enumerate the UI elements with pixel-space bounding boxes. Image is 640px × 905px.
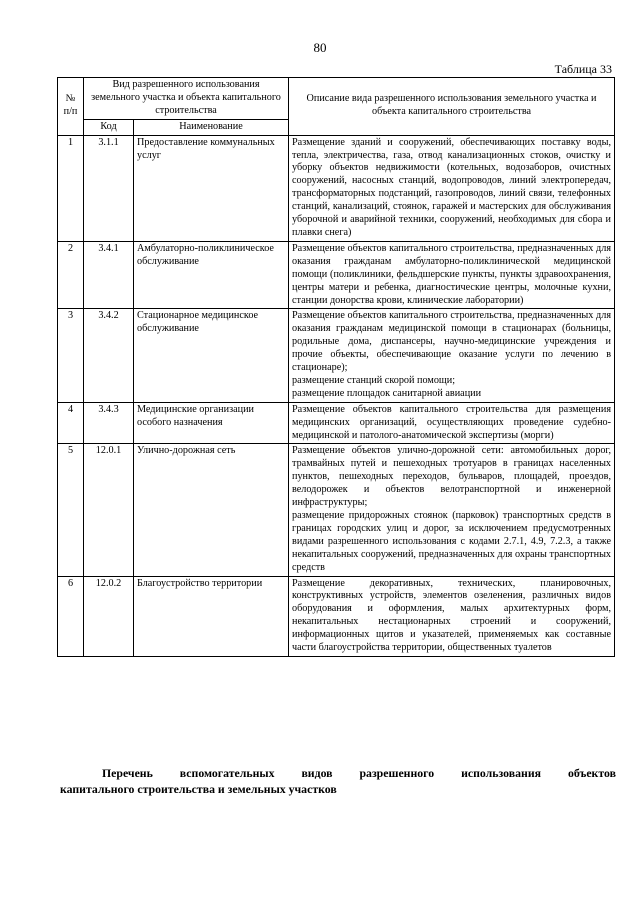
row-code: 3.4.2 bbox=[84, 309, 134, 402]
heading-word: объектов bbox=[567, 766, 616, 780]
description-paragraph: размещение площадок санитарной авиации bbox=[292, 387, 482, 399]
row-number: 3 bbox=[58, 309, 84, 402]
heading-word: Перечень bbox=[102, 766, 153, 780]
row-description bbox=[289, 309, 615, 402]
table-caption: Таблица 33 bbox=[554, 62, 612, 76]
row-number: 1 bbox=[58, 135, 84, 241]
row-name: Предоставление коммунальных услуг bbox=[134, 135, 289, 241]
description-paragraph: Размещение объектов капитального строительства для размещения медицинских организаций, осуществляющих проведение судебно-медицинской и патолого-анатомической экспертизы (морги) bbox=[292, 403, 612, 441]
row-name: Улично-дорожная сеть bbox=[134, 444, 289, 576]
description-paragraph: Размещение декоративных, технических, планировочных, конструктивных устройств, элементов озеленения, различных видов оборудования и оформления, малых архитектурных форм, некапитальных нестационарных строений и сооружений, информационных щитов и указателей, применяемых как составные части благоустройства территории, общественных туалетов bbox=[292, 577, 612, 654]
description-paragraph: Размещение объектов капитального строительства, предназначенных для оказания гражданам медицинской помощи в стационарах (больницы, родильные дома, диспансеры, научно-медицинские учреждения и прочие объекты, обеспечивающие оказание услуги по лечению в стационаре); bbox=[292, 310, 612, 374]
row-code: 3.4.1 bbox=[84, 241, 134, 309]
header-no: № п/п bbox=[58, 78, 84, 136]
row-number: 5 bbox=[58, 444, 84, 576]
row-number: 4 bbox=[58, 402, 84, 444]
row-code: 12.0.1 bbox=[84, 444, 134, 576]
description-paragraph: Размещение объектов капитального строительства, предназначенных для оказания гражданам амбулаторно-поликлинической медицинской помощи (поликлиники, фельдшерские пункты, пункты здравоохранения, центры матери и ребенка, диагностические центры, молочные кухни, станции донорства крови, клинические лаборатории) bbox=[292, 242, 612, 306]
heading-word: видов bbox=[301, 766, 333, 780]
table-row bbox=[58, 576, 615, 656]
heading-word: разрешенного bbox=[359, 766, 435, 780]
header-name: Наименование bbox=[134, 119, 289, 135]
description-paragraph: размещение станций скорой помощи; bbox=[292, 374, 456, 386]
land-use-table bbox=[57, 77, 615, 657]
description-paragraph: размещение придорожных стоянок (парковок) транспортных средств в границах городских улиц и дорог, за исключением предусмотренных видами разрешенного использования с кодами 2.7.1, 4.9, 7.2.3, а также некапитальных сооружений, предназначенных для охраны транспортных средств bbox=[292, 510, 612, 573]
row-name: Амбулаторно-поликлиническое обслуживание bbox=[134, 241, 289, 309]
description-paragraph: Размещение зданий и сооружений, обеспечивающих поставку воды, тепла, электричества, газа, отвод канализационных стоков, очистку и уборку объектов недвижимости (котельных, водозаборов, очистных сооружений, насосных станций, водопроводов, линий электропередач, трансформаторных подстанций, газопроводов, линий связи, телефонных станций, канализаций, стоянок, гаражей и мастерских для обслуживания уборочной и аварийной техники, сооружений, необходимых для сбора и плавки снега) bbox=[292, 136, 612, 238]
row-code: 3.4.3 bbox=[84, 402, 134, 444]
row-code: 12.0.2 bbox=[84, 576, 134, 656]
description-paragraph: Размещение объектов улично-дорожной сети: автомобильных дорог, трамвайных путей и пешеходных тротуаров в границах населенных пунктов, пешеходных переходов, бульваров, площадей, проездов, велодорожек и объектов велотранспортной и инженерной инфраструктуры; bbox=[292, 445, 612, 509]
row-number: 2 bbox=[58, 241, 84, 309]
row-code: 3.1.1 bbox=[84, 135, 134, 241]
row-description bbox=[289, 402, 615, 444]
row-name: Медицинские организации особого назначения bbox=[134, 402, 289, 444]
list-heading-line1 bbox=[60, 765, 616, 781]
row-description bbox=[289, 576, 615, 656]
table-row bbox=[58, 241, 615, 309]
row-name: Благоустройство территории bbox=[134, 576, 289, 656]
header-description: Описание вида разрешенного использования земельного участка и объекта капитального строительства bbox=[289, 78, 615, 136]
table-row bbox=[58, 309, 615, 402]
header-group: Вид разрешенного использования земельного участка и объекта капитального строительства bbox=[84, 78, 289, 120]
row-number: 6 bbox=[58, 576, 84, 656]
row-description bbox=[289, 135, 615, 241]
table-row bbox=[58, 402, 615, 444]
heading-word: вспомогательных bbox=[179, 766, 275, 780]
table-row bbox=[58, 135, 615, 241]
row-description bbox=[289, 241, 615, 309]
row-description bbox=[289, 444, 615, 576]
table-body bbox=[58, 135, 615, 656]
list-heading-line2: капитального строительства и земельных участков bbox=[60, 782, 337, 796]
header-code: Код bbox=[84, 119, 134, 135]
heading-word: использования bbox=[461, 766, 542, 780]
list-heading bbox=[60, 765, 616, 797]
table-row bbox=[58, 444, 615, 576]
row-name: Стационарное медицинское обслуживание bbox=[134, 309, 289, 402]
page-number: 80 bbox=[313, 40, 327, 55]
